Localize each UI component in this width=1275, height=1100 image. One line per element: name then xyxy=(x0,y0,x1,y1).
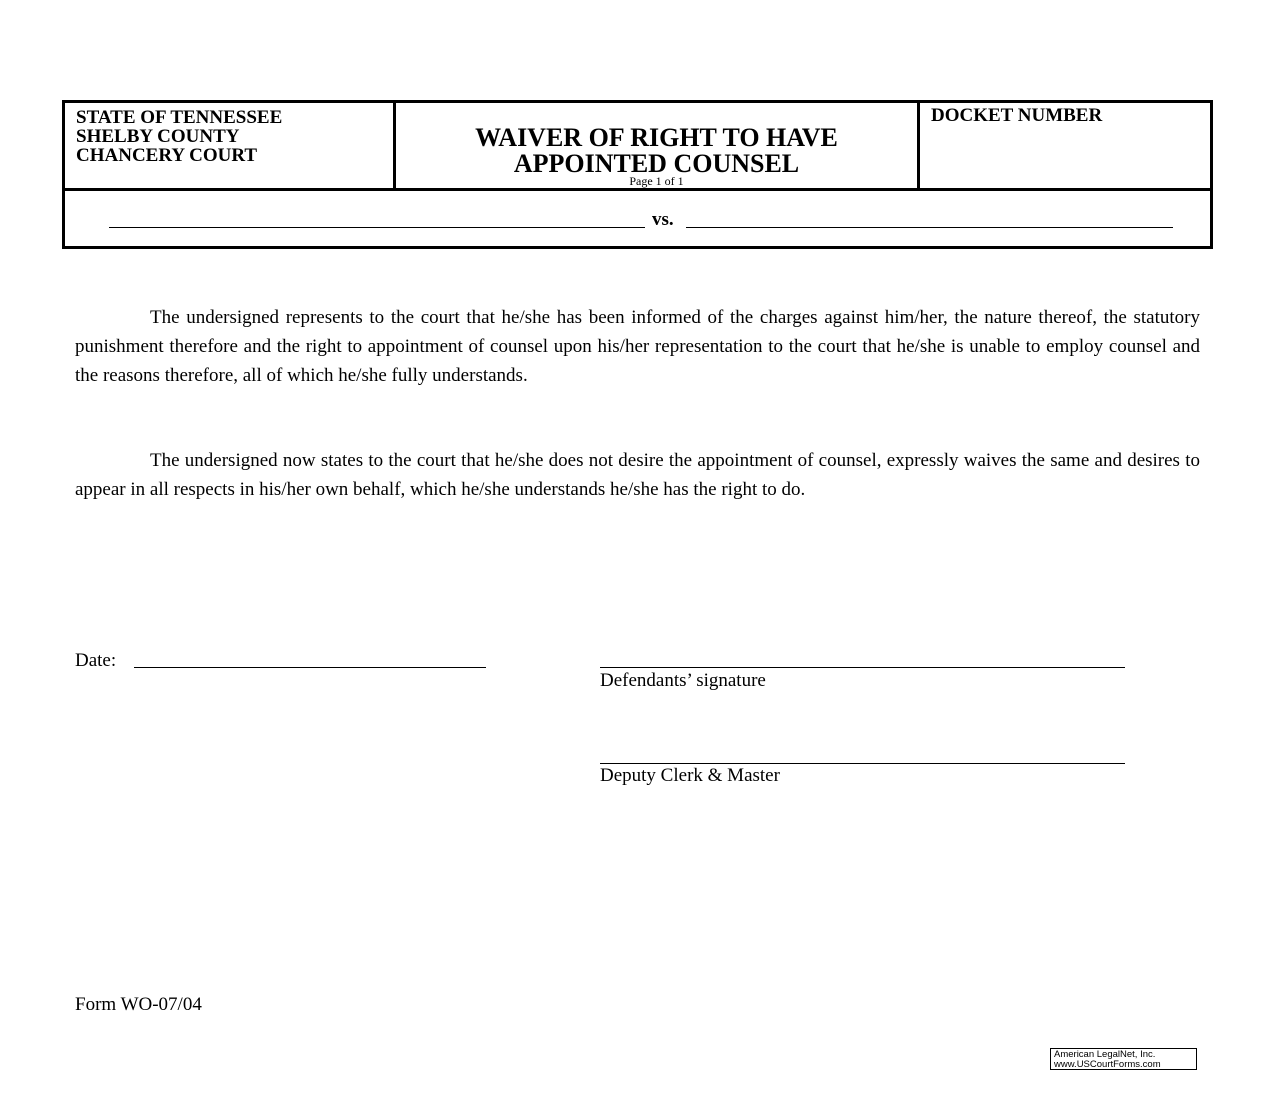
court-cell xyxy=(65,103,396,188)
publisher-stamp xyxy=(1050,1048,1197,1070)
defendant-signature-label: Defendants’ signature xyxy=(600,670,766,691)
court-name: CHANCERY COURT xyxy=(76,145,258,166)
defendant-blank[interactable] xyxy=(686,227,1173,228)
court-county: SHELBY COUNTY xyxy=(76,126,240,147)
date-label: Date: xyxy=(75,650,117,671)
form-identifier: Form WO-07/04 xyxy=(75,994,202,1015)
case-header-table xyxy=(62,100,1213,249)
defendant-signature-line[interactable] xyxy=(600,667,1125,668)
paragraph-waiver: The undersigned now states to the court that he/she does not desire the appointment of counsel, expressly waives the same and desires to appear in all respects in his/her own behalf, which he/she understands he/she has the right to do. xyxy=(75,450,1200,500)
date-blank[interactable] xyxy=(134,667,486,668)
publisher-url: www.USCourtForms.com xyxy=(1054,1059,1161,1070)
clerk-signature-line[interactable] xyxy=(600,763,1125,764)
docket-cell[interactable] xyxy=(920,103,1210,188)
page-info: Page 1 of 1 xyxy=(629,174,684,188)
plaintiff-blank[interactable] xyxy=(109,227,645,228)
form-title-line2: APPOINTED COUNSEL xyxy=(513,149,800,178)
parties-line xyxy=(109,209,1173,231)
versus-label: vs. xyxy=(652,209,674,230)
paragraph-representation: The undersigned represents to the court that he/she has been informed of the charges against him/her, the nature thereof, the statutory punishment therefore and the right to appointment of counsel upon his/her representation to the court that he/she is unable to employ counsel and the reasons therefore, all of which he/she fully understands. xyxy=(75,307,1200,386)
parties-row xyxy=(65,191,1210,246)
clerk-signature-label: Deputy Clerk & Master xyxy=(600,765,780,786)
header-top-row xyxy=(65,103,1210,191)
court-state: STATE OF TENNESSEE xyxy=(76,107,283,128)
publisher-name: American LegalNet, Inc. xyxy=(1054,1049,1156,1060)
title-cell xyxy=(396,103,920,188)
form-title-line1: WAIVER OF RIGHT TO HAVE xyxy=(475,123,838,152)
docket-number-label: DOCKET NUMBER xyxy=(931,105,1103,126)
